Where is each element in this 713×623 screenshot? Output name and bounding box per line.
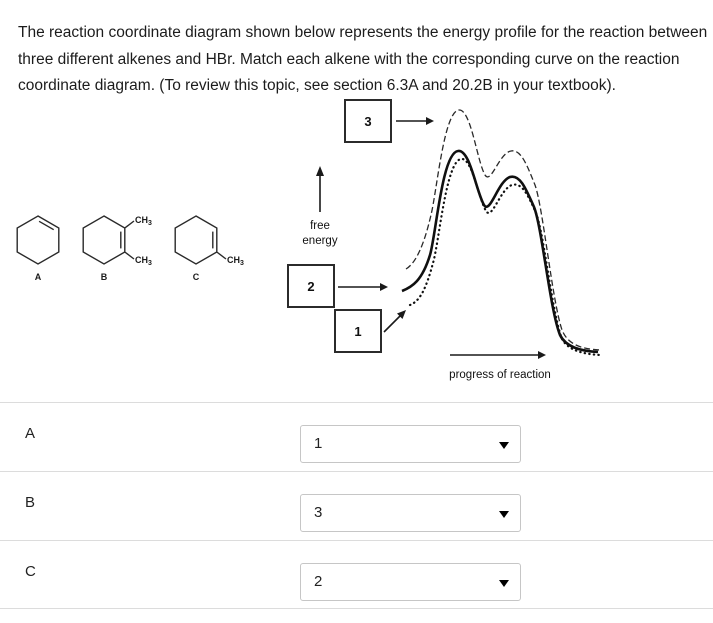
hexagon-ring (17, 216, 59, 264)
arrowhead-right-icon (538, 351, 546, 359)
selected-value: 3 (314, 504, 323, 521)
y-axis-label-line2: energy (302, 235, 338, 247)
substituent-bond (125, 252, 134, 259)
answer-select-c[interactable] (300, 563, 521, 601)
curve-label-3: 3 (364, 114, 372, 129)
dropdown-caret-icon (499, 442, 509, 449)
ch3-group: $CH_3$ (227, 255, 244, 267)
molecule-b-structure (78, 210, 164, 284)
answer-row-label: B (25, 494, 36, 511)
selected-value: 1 (314, 435, 323, 452)
arrowhead-right-icon (426, 117, 434, 125)
answer-select-b[interactable] (300, 494, 521, 532)
molecule-a-label: A (34, 272, 42, 282)
dropdown-caret-icon (499, 511, 509, 518)
molecule-b-label: B (100, 272, 108, 282)
molecule-c-structure (170, 210, 256, 284)
answer-select-a[interactable] (300, 425, 521, 463)
molecule-a-structure (12, 210, 78, 284)
ch3-group-top: $CH_3$ (135, 215, 152, 227)
answer-row-b (0, 471, 713, 540)
substituent-bond (217, 252, 226, 259)
curve-2-solid (402, 151, 598, 352)
arrowhead-right-icon (380, 283, 388, 291)
answer-row-label: C (25, 563, 36, 580)
question-text: The reaction coordinate diagram shown below represents the energy profile for the reaction between three different alkenes and HBr. Match each alkene with the corresponding curve on the reaction coordinate diagram. (To review this topic, see section 6.3A and 20.2B in your textbook). (18, 24, 708, 95)
curve-label-2: 2 (307, 279, 315, 294)
answer-section (0, 402, 713, 609)
hexagon-ring (175, 216, 217, 264)
curve-1-dotted (410, 159, 600, 355)
substituent-bond (125, 221, 134, 228)
ch3-group-bottom: $CH_3$ (135, 255, 152, 267)
curve-label-1: 1 (354, 324, 362, 339)
answer-row-c (0, 540, 713, 609)
dropdown-caret-icon (499, 580, 509, 587)
x-axis-label: progress of reaction (449, 369, 551, 381)
arrow-to-curve-1 (384, 314, 402, 332)
reaction-coordinate-diagram (280, 92, 660, 392)
answer-row-a (0, 402, 713, 471)
selected-value: 2 (314, 573, 323, 590)
molecule-c-label: C (192, 272, 200, 282)
arrowhead-up-icon (316, 166, 324, 176)
answer-row-label: A (25, 425, 36, 442)
hexagon-ring (83, 216, 125, 264)
double-bond (39, 221, 54, 229)
y-axis-label-line1: free (310, 220, 330, 232)
